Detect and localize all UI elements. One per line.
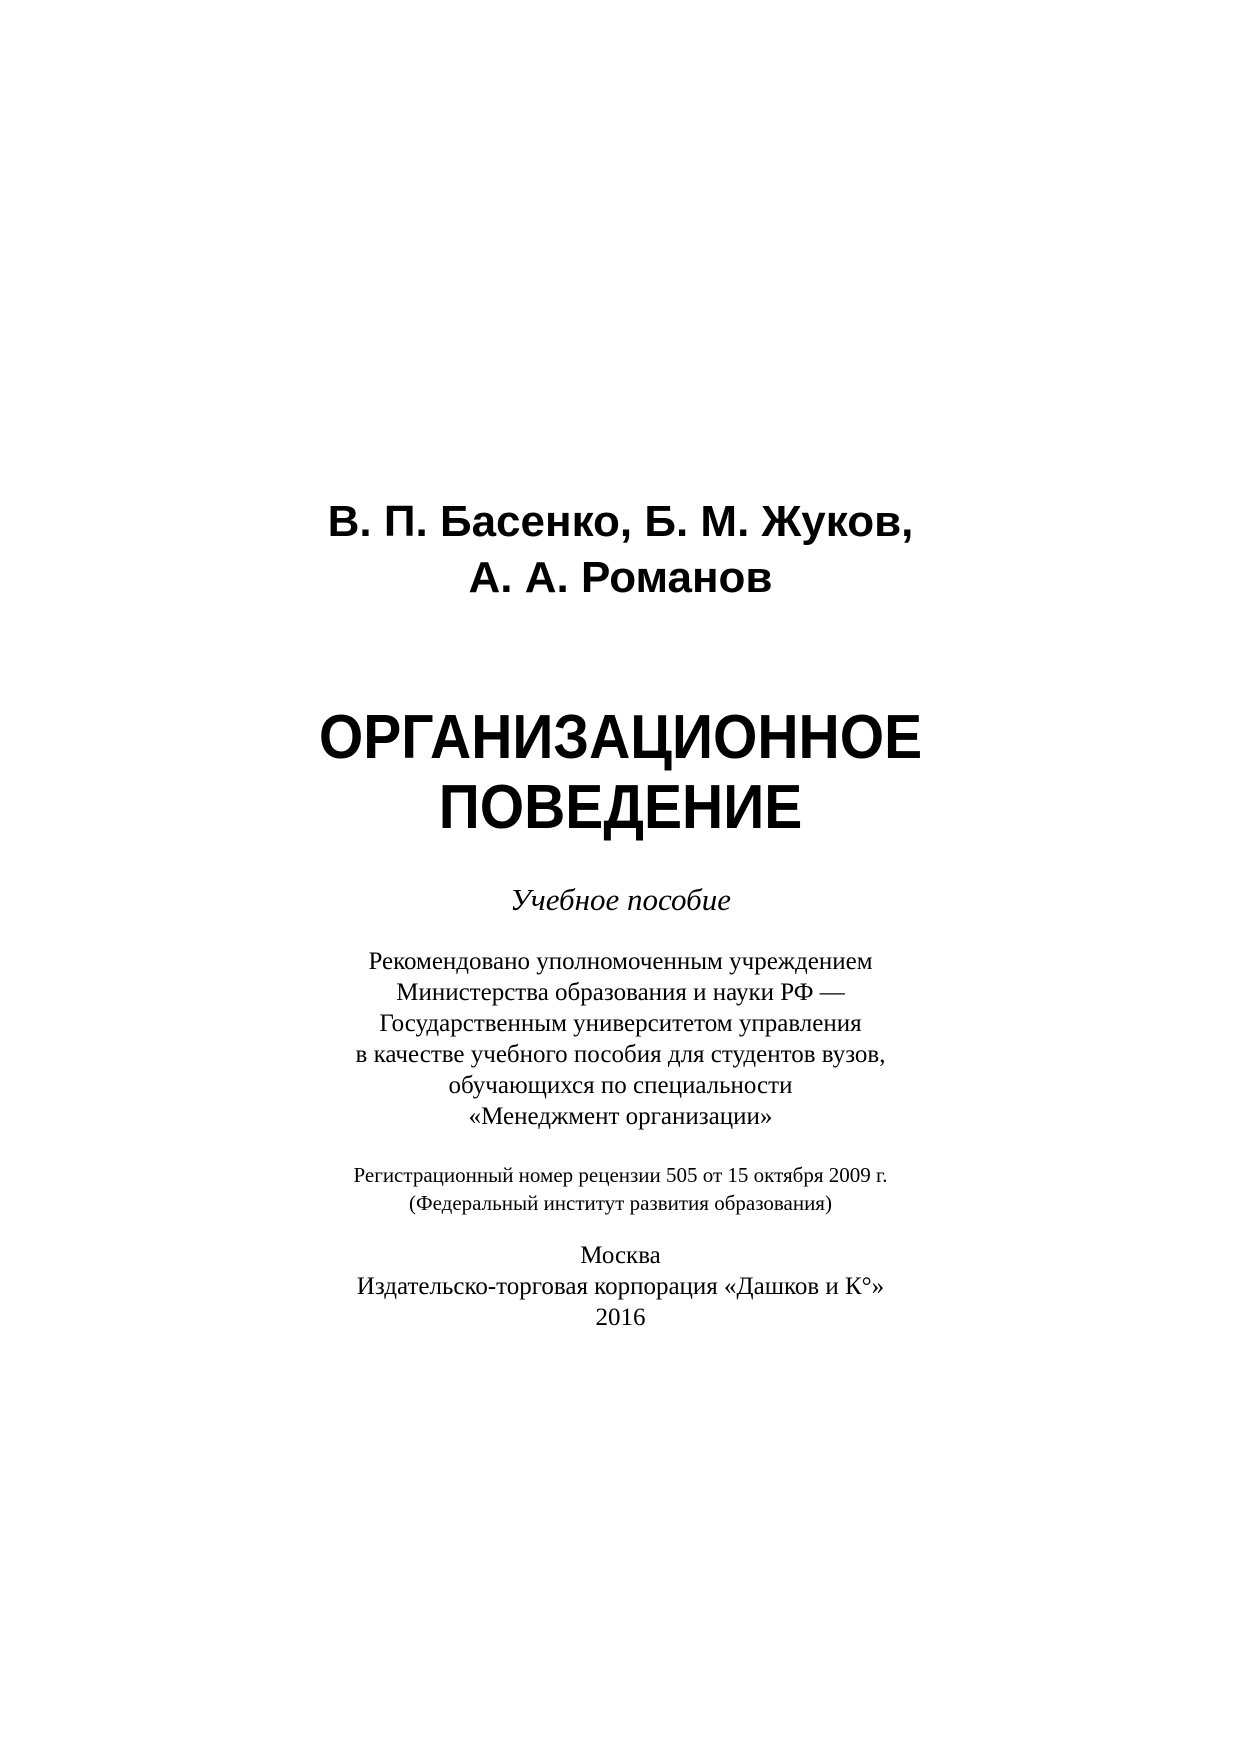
recommendation-line: Рекомендовано уполномоченным учреждением (368, 948, 873, 975)
registration-line-2: (Федеральный институт развития образования) (409, 1191, 832, 1215)
publisher-name: Издательско-торговая корпорация «Дашков и К°» (356, 1273, 885, 1300)
authors-line-2: А. А. Романов (468, 553, 773, 602)
book-subtitle: Учебное пособие (510, 882, 731, 917)
recommendation-line: в качестве учебного пособия для студентов вузов, (355, 1041, 886, 1068)
publication-year: 2016 (595, 1304, 646, 1331)
authors-line-1: В. П. Басенко, Б. М. Жуков, (327, 497, 914, 546)
recommendation-line: обучающихся по специальности (448, 1072, 793, 1099)
recommendation-line: Государственным университетом управления (379, 1010, 862, 1037)
book-title-line-2: ПОВЕДЕНИЕ (438, 773, 803, 842)
recommendation-line: Министерства образования и науки РФ — (396, 979, 845, 1006)
registration-line-1: Регистрационный номер рецензии 505 от 15 октября 2009 г. (353, 1163, 888, 1187)
publisher-city: Москва (580, 1242, 661, 1269)
book-title-line-1: ОРГАНИЗАЦИОННОЕ (318, 703, 923, 772)
recommendation-line: «Менеджмент организации» (468, 1103, 773, 1130)
